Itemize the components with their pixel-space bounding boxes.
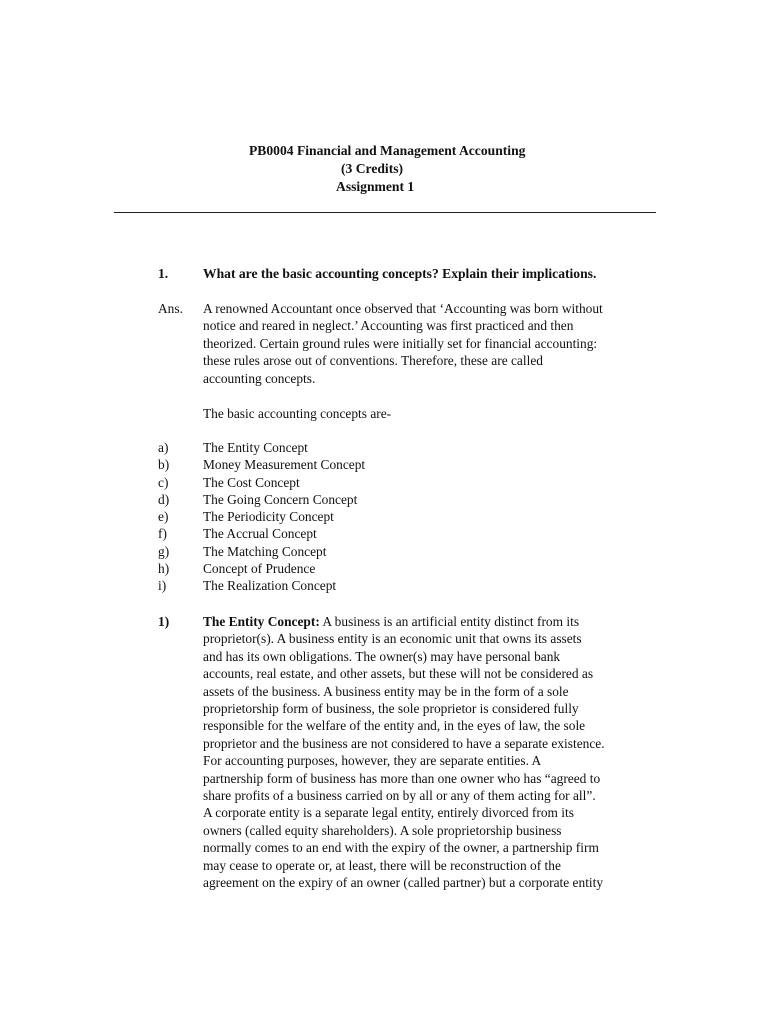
paragraph-line: accounts, real estate, and other assets, but these will not be considered as: [203, 666, 594, 682]
list-item-text: The Entity Concept: [203, 440, 308, 455]
list-item-text: Concept of Prudence: [203, 561, 316, 577]
paragraph-line: share profits of a business carried on by all or any of them acting for all”.: [203, 788, 596, 804]
paragraph-line: accounting concepts.: [203, 370, 316, 386]
list-marker: h): [158, 561, 170, 577]
section-first-line: A business is an artificial entity distinct from its: [319, 614, 580, 629]
list-marker: i): [158, 578, 167, 594]
list-item-text: The Going Concern Concept: [203, 491, 358, 507]
paragraph-line: and has its own obligations. The owner(s) may have personal bank: [203, 648, 561, 664]
list-marker: e): [158, 509, 169, 525]
paragraph-line: these rules arose out of conventions. Therefore, these are called: [203, 353, 543, 369]
section-paragraph: [203, 613, 663, 892]
paragraph-line: proprietor and the business are not considered to have a separate existence.: [203, 735, 605, 751]
answer-label: Ans.: [158, 301, 183, 316]
list-item-text: The Accrual Concept: [203, 526, 317, 542]
list-item-text: The Matching Concept: [203, 543, 327, 559]
list-marker: f): [158, 526, 167, 542]
paragraph-line: proprietorship form of business, the sole proprietor is considered fully: [203, 701, 579, 717]
paragraph-line: owners (called equity shareholders). A sole proprietorship business: [203, 822, 562, 838]
question-text: What are the basic accounting concepts? Explain their implications.: [203, 266, 597, 281]
paragraph-line: theorized. Certain ground rules were initially set for financial accounting:: [203, 335, 598, 351]
list-item: [0, 439, 768, 456]
list-item: [0, 543, 768, 560]
list-item: [0, 508, 768, 525]
list-item: [0, 560, 768, 577]
list-marker: a): [158, 440, 169, 455]
paragraph-line: notice and reared in neglect.’ Accounting was first practiced and then: [203, 318, 574, 334]
assignment-title: Assignment 1: [336, 179, 415, 194]
list-item-text: Money Measurement Concept: [203, 457, 366, 473]
question-number: 1.: [158, 266, 169, 281]
paragraph-line: responsible for the welfare of the entity and, in the eyes of law, the sole: [203, 718, 586, 734]
list-marker: b): [158, 457, 170, 473]
list-marker: g): [158, 543, 170, 559]
list-item-text: The Realization Concept: [203, 578, 337, 594]
list-item: [0, 491, 768, 508]
list-item-text: The Periodicity Concept: [203, 509, 334, 525]
list-item: [0, 456, 768, 473]
paragraph-line: may cease to operate or, at least, there will be reconstruction of the: [203, 857, 561, 873]
course-credits: (3 Credits): [341, 161, 404, 176]
header-divider: [114, 212, 656, 213]
list-item-text: The Cost Concept: [203, 474, 300, 490]
paragraph-line: partnership form of business has more than one owner who has “agreed to: [203, 770, 601, 786]
section-title: The Entity Concept:: [203, 614, 320, 629]
paragraph-line: [203, 613, 663, 630]
paragraph-line: A renowned Accountant once observed that ‘Accounting was born without: [203, 301, 603, 316]
list-item: [0, 474, 768, 491]
paragraph-line: A corporate entity is a separate legal entity, entirely divorced from its: [203, 805, 574, 821]
paragraph-line: For accounting purposes, however, they are separate entities. A: [203, 753, 542, 769]
concepts-intro: The basic accounting concepts are-: [203, 406, 392, 421]
paragraph-line: agreement on the expiry of an owner (called partner) but a corporate entity: [203, 875, 604, 891]
list-item: [0, 577, 768, 594]
concepts-list: [0, 439, 768, 595]
list-marker: d): [158, 491, 170, 507]
answer-paragraph: [203, 300, 658, 387]
course-title: PB0004 Financial and Management Accounting: [249, 143, 526, 158]
section-number: 1): [158, 614, 170, 629]
paragraph-line: proprietor(s). A business entity is an economic unit that owns its assets: [203, 631, 582, 647]
paragraph-line: assets of the business. A business entity may be in the form of a sole: [203, 683, 569, 699]
list-marker: c): [158, 474, 169, 490]
list-item: [0, 525, 768, 542]
paragraph-line: normally comes to an end with the expiry of the owner, a partnership firm: [203, 840, 599, 856]
